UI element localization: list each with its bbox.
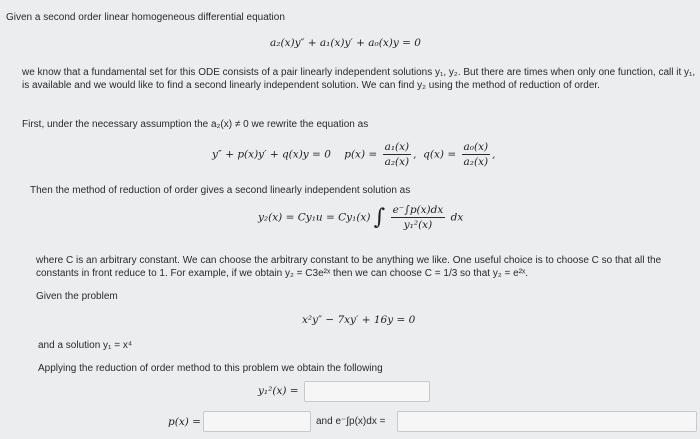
intro-text: Given a second order linear homogeneous differential equation — [6, 12, 285, 23]
y1-squared-input[interactable] — [304, 381, 430, 402]
exp-answer-input[interactable] — [397, 411, 697, 432]
assumption-text: First, under the necessary assumption the a₂(x) ≠ 0 we rewrite the equation as — [22, 119, 369, 130]
integrand-fraction — [391, 204, 446, 231]
reduction-text: Then the method of reduction of order gives a second linearly independent solution as — [30, 185, 411, 196]
q-fraction — [462, 141, 491, 168]
p-fraction — [383, 141, 412, 168]
ode-equation: a₂(x)y″ + a₁(x)y′ + a₀(x)y = 0 — [270, 37, 421, 49]
dx-label: dx — [450, 211, 464, 224]
integral-sign: ∫ — [373, 205, 386, 230]
known-solution-text: and a solution y₁ = x⁴ — [38, 340, 133, 351]
p-def-label: p(x) = — [344, 148, 378, 161]
integrand-denominator: y₁²(x) — [403, 219, 433, 231]
exp-answer-label: and e⁻∫p(x)dx = — [316, 416, 386, 427]
y1-squared-label: y₁²(x) = — [258, 385, 299, 397]
integrand-numerator: e⁻∫p(x)dx — [392, 204, 444, 216]
p-answer-input[interactable] — [203, 411, 311, 432]
p-denominator: a₂(x) — [384, 156, 410, 168]
intro-paragraph: we know that a fundamental set for this ODE consists of a pair linearly independent solutions y₁, y₂. But there are times when only one function, call it y₁, is available and we would like to find a second linearly independent solution. We can find y₂ using the method of reduction of order. — [22, 67, 696, 91]
q-numerator: a₀(x) — [463, 141, 489, 153]
reduction-lhs: y₂(x) = Cy₁u = Cy₁(x) — [258, 211, 371, 224]
q-def-label: q(x) = — [423, 148, 457, 161]
q-denominator: a₂(x) — [463, 156, 489, 168]
p-numerator: a₁(x) — [384, 141, 410, 153]
standard-form-lhs: y″ + p(x)y′ + q(x)y = 0 — [212, 148, 331, 161]
applying-text: Applying the reduction of order method to this problem we obtain the following — [38, 363, 383, 374]
reduction-formula — [258, 204, 463, 231]
where-paragraph: where C is an arbitrary constant. We can choose the arbitrary constant to be anything we like. One useful choice is to choose C so that all the constants in front reduce to 1. For example, if we obtain y₂ = C3e²ˣ then we can choose C = 1/3 so that y₂ = e²ˣ. — [36, 255, 662, 279]
given-problem-label: Given the problem — [36, 291, 118, 302]
problem-equation: x²y″ − 7xy′ + 16y = 0 — [302, 314, 416, 326]
p-answer-label: p(x) = — [168, 416, 201, 428]
standard-form-equation: y″ + p(x)y′ + q(x)y = 0 p(x) = $\frac{\text{a₁(x)}}{\text{a₂(x)}}$ , q(x) = $\frac{\text{a₀(x)}}{\text{a₂(x)}}$ , — [212, 141, 496, 168]
